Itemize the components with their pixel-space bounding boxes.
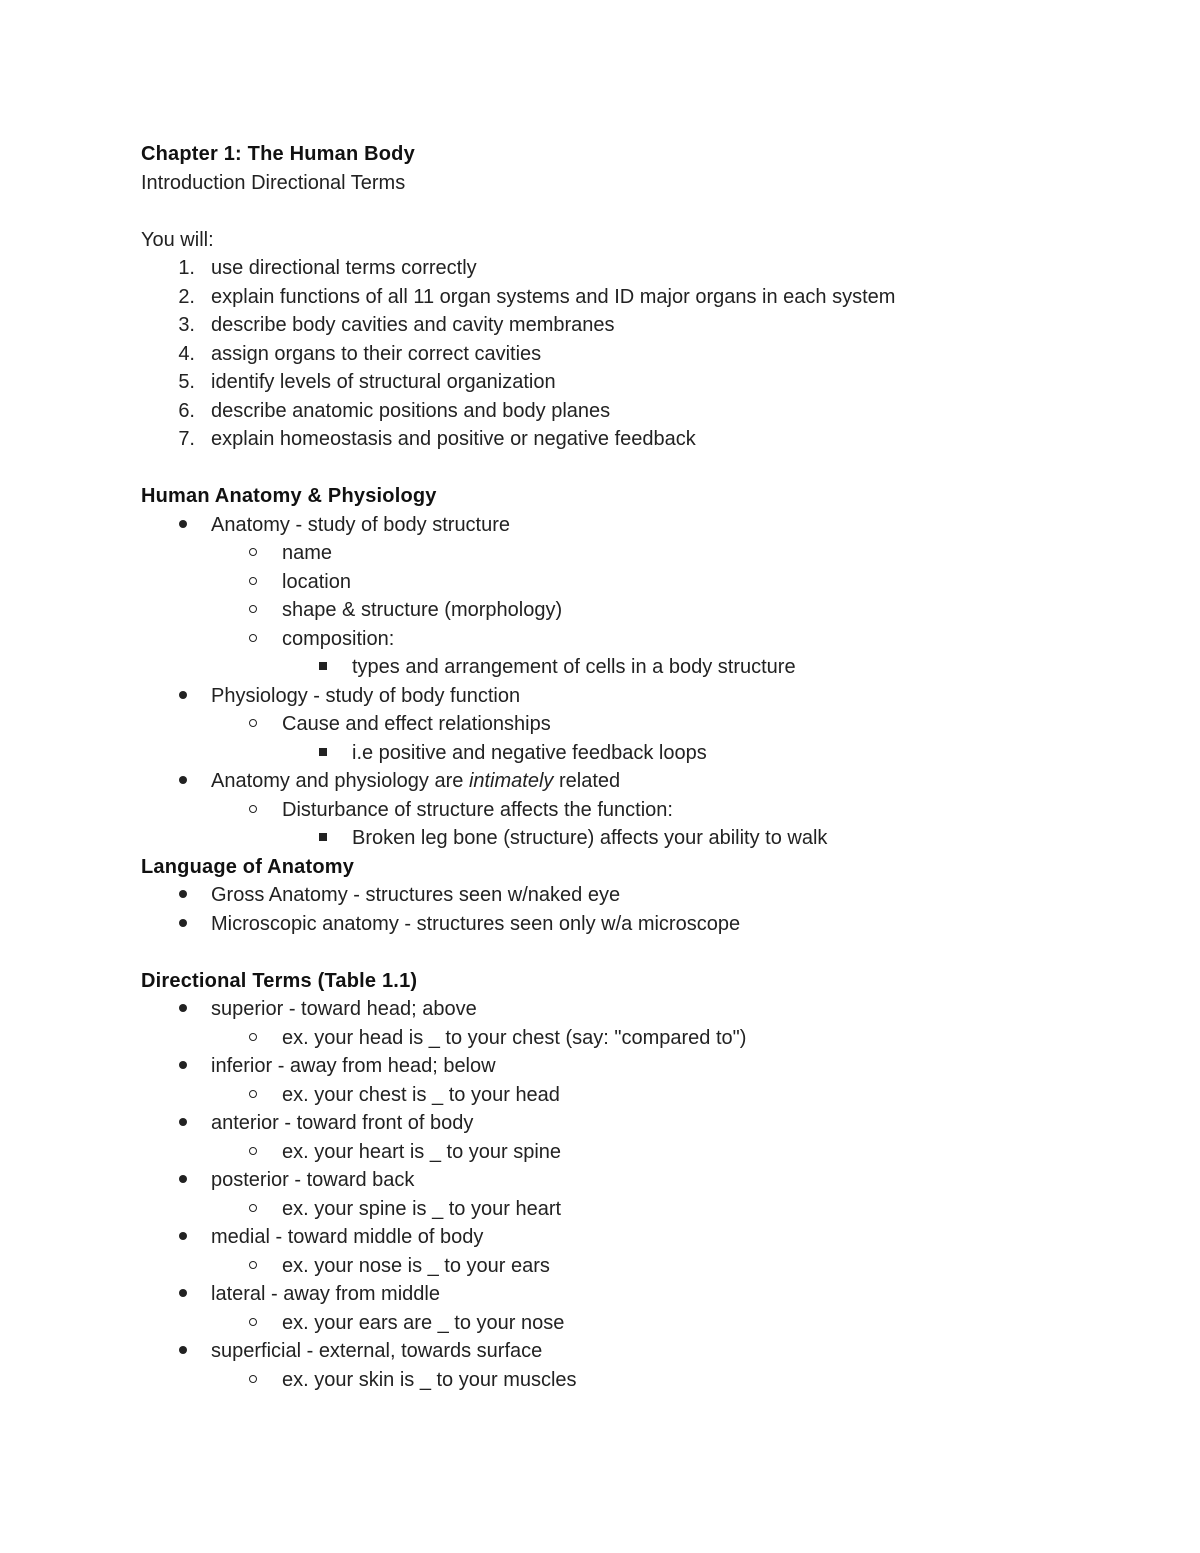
- bullet-text: Physiology - study of body function: [211, 684, 521, 707]
- bullet-item: [141, 910, 1101, 939]
- bullet-item: [141, 1280, 1101, 1309]
- list-item: [141, 311, 1101, 340]
- bullet-item: [141, 1109, 1101, 1138]
- circle-bullet-icon: [249, 596, 257, 625]
- circle-bullet-icon: [249, 1024, 257, 1053]
- bullet-text: Microscopic anatomy - structures seen only w/a microscope: [211, 912, 741, 935]
- bullet-item: [141, 511, 1101, 540]
- bullet-icon: [179, 767, 187, 796]
- bullet-text: ex. your chest is _ to your head: [282, 1083, 560, 1106]
- bullet-text: ex. your nose is _ to your ears: [282, 1254, 550, 1277]
- list-item: [141, 254, 1101, 283]
- objectives-list: [141, 254, 1101, 454]
- section-heading-language: Language of Anatomy: [141, 855, 355, 878]
- bullet-text: related: [553, 770, 621, 792]
- bullet-text: superficial - external, towards surface: [211, 1340, 543, 1362]
- list-item-text: identify levels of structural organization: [211, 371, 556, 393]
- list-number: 4.: [178, 342, 195, 365]
- list-item: [141, 340, 1101, 369]
- section-heading-directional: Directional Terms (Table 1.1): [141, 969, 418, 992]
- bullet-icon: [179, 1337, 187, 1366]
- sub-bullet-item: [141, 796, 1101, 825]
- bullet-item: [141, 1223, 1101, 1252]
- spacer: [141, 197, 1101, 226]
- circle-bullet-icon: [249, 1081, 257, 1110]
- bullet-text: Anatomy and physiology are: [211, 770, 469, 792]
- list-number: 5.: [178, 371, 195, 393]
- emphasis-text: intimately: [468, 770, 554, 792]
- sub-bullet-item: [141, 1309, 1101, 1338]
- sub-bullet-item: [141, 1195, 1101, 1224]
- bullet-icon: [179, 1052, 187, 1081]
- bullet-text: shape & structure (morphology): [282, 599, 563, 621]
- objectives-intro: You will:: [141, 228, 214, 251]
- bullet-text: Anatomy - study of body structure: [211, 513, 511, 536]
- list-number: 3.: [178, 314, 195, 336]
- bullet-icon: [179, 995, 187, 1024]
- bullet-icon: [179, 1223, 187, 1252]
- list-item: [141, 368, 1101, 397]
- bullet-text: anterior - toward front of body: [211, 1112, 474, 1134]
- bullet-text: Broken leg bone (structure) affects your ability to walk: [352, 827, 828, 849]
- bullet-item: [141, 1052, 1101, 1081]
- list-item-text: explain functions of all 11 organ systems and ID major organs in each system: [211, 285, 896, 308]
- bullet-item: [141, 767, 1101, 796]
- spacer: [141, 454, 1101, 483]
- bullet-text: ex. your heart is _ to your spine: [282, 1140, 562, 1163]
- list-number: 1.: [178, 257, 195, 279]
- bullet-text: Gross Anatomy - structures seen w/naked eye: [211, 884, 621, 906]
- bullet-item: [141, 881, 1101, 910]
- circle-bullet-icon: [249, 1366, 257, 1395]
- bullet-text: ex. your spine is _ to your heart: [282, 1197, 562, 1220]
- circle-bullet-icon: [249, 796, 257, 825]
- circle-bullet-icon: [249, 1138, 257, 1167]
- list-item-text: explain homeostasis and positive or negative feedback: [211, 428, 696, 450]
- circle-bullet-icon: [249, 625, 257, 654]
- circle-bullet-icon: [249, 710, 257, 739]
- bullet-text: location: [282, 570, 351, 593]
- sub-sub-bullet-item: [141, 739, 1101, 768]
- bullet-text: Disturbance of structure affects the function:: [282, 798, 673, 821]
- spacer: [141, 938, 1101, 967]
- sub-bullet-item: [141, 1138, 1101, 1167]
- bullet-item: [141, 682, 1101, 711]
- sub-bullet-item: [141, 1024, 1101, 1053]
- bullet-text: i.e positive and negative feedback loops: [352, 741, 707, 764]
- circle-bullet-icon: [249, 1195, 257, 1224]
- list-number: 7.: [178, 428, 195, 450]
- bullet-icon: [179, 1166, 187, 1195]
- bullet-text: types and arrangement of cells in a body structure: [352, 656, 796, 678]
- square-bullet-icon: [319, 824, 327, 853]
- bullet-text: medial - toward middle of body: [211, 1226, 484, 1248]
- sub-bullet-item: [141, 710, 1101, 739]
- list-item: [141, 397, 1101, 426]
- list-item-text: describe body cavities and cavity membranes: [211, 314, 615, 336]
- sub-sub-bullet-item: [141, 653, 1101, 682]
- page-title: Chapter 1: The Human Body: [141, 143, 415, 165]
- sub-bullet-item: [141, 568, 1101, 597]
- circle-bullet-icon: [249, 1309, 257, 1338]
- list-item-text: assign organs to their correct cavities: [211, 342, 542, 365]
- circle-bullet-icon: [249, 568, 257, 597]
- sub-sub-bullet-item: [141, 824, 1101, 853]
- bullet-icon: [179, 881, 187, 910]
- circle-bullet-icon: [249, 539, 257, 568]
- document-page: [141, 140, 1101, 1394]
- bullet-item: [141, 1337, 1101, 1366]
- bullet-item: [141, 995, 1101, 1024]
- square-bullet-icon: [319, 739, 327, 768]
- section-heading-anatomy-physiology: Human Anatomy & Physiology: [141, 485, 437, 507]
- bullet-icon: [179, 682, 187, 711]
- bullet-text: superior - toward head; above: [211, 998, 477, 1020]
- bullet-icon: [179, 1280, 187, 1309]
- sub-bullet-item: [141, 625, 1101, 654]
- sub-bullet-item: [141, 539, 1101, 568]
- bullet-text: ex. your skin is _ to your muscles: [282, 1368, 577, 1391]
- bullet-text: composition:: [282, 627, 395, 650]
- bullet-icon: [179, 1109, 187, 1138]
- bullet-text: name: [282, 542, 333, 564]
- sub-bullet-item: [141, 596, 1101, 625]
- sub-bullet-item: [141, 1081, 1101, 1110]
- bullet-icon: [179, 910, 187, 939]
- bullet-text: ex. your ears are _ to your nose: [282, 1311, 565, 1334]
- bullet-text: Cause and effect relationships: [282, 713, 551, 735]
- bullet-icon: [179, 511, 187, 540]
- bullet-text: inferior - away from head; below: [211, 1055, 496, 1077]
- list-item: [141, 283, 1101, 312]
- bullet-text: posterior - toward back: [211, 1169, 415, 1191]
- list-item: [141, 425, 1101, 454]
- page-subtitle: Introduction Directional Terms: [141, 171, 406, 194]
- sub-bullet-item: [141, 1366, 1101, 1395]
- bullet-item: [141, 1166, 1101, 1195]
- square-bullet-icon: [319, 653, 327, 682]
- list-item-text: use directional terms correctly: [211, 257, 477, 279]
- bullet-text: ex. your head is _ to your chest (say: "compared to"): [282, 1026, 747, 1049]
- bullet-text: lateral - away from middle: [211, 1283, 440, 1305]
- list-item-text: describe anatomic positions and body planes: [211, 399, 611, 422]
- list-number: 2.: [178, 285, 195, 308]
- sub-bullet-item: [141, 1252, 1101, 1281]
- list-number: 6.: [178, 399, 195, 422]
- circle-bullet-icon: [249, 1252, 257, 1281]
